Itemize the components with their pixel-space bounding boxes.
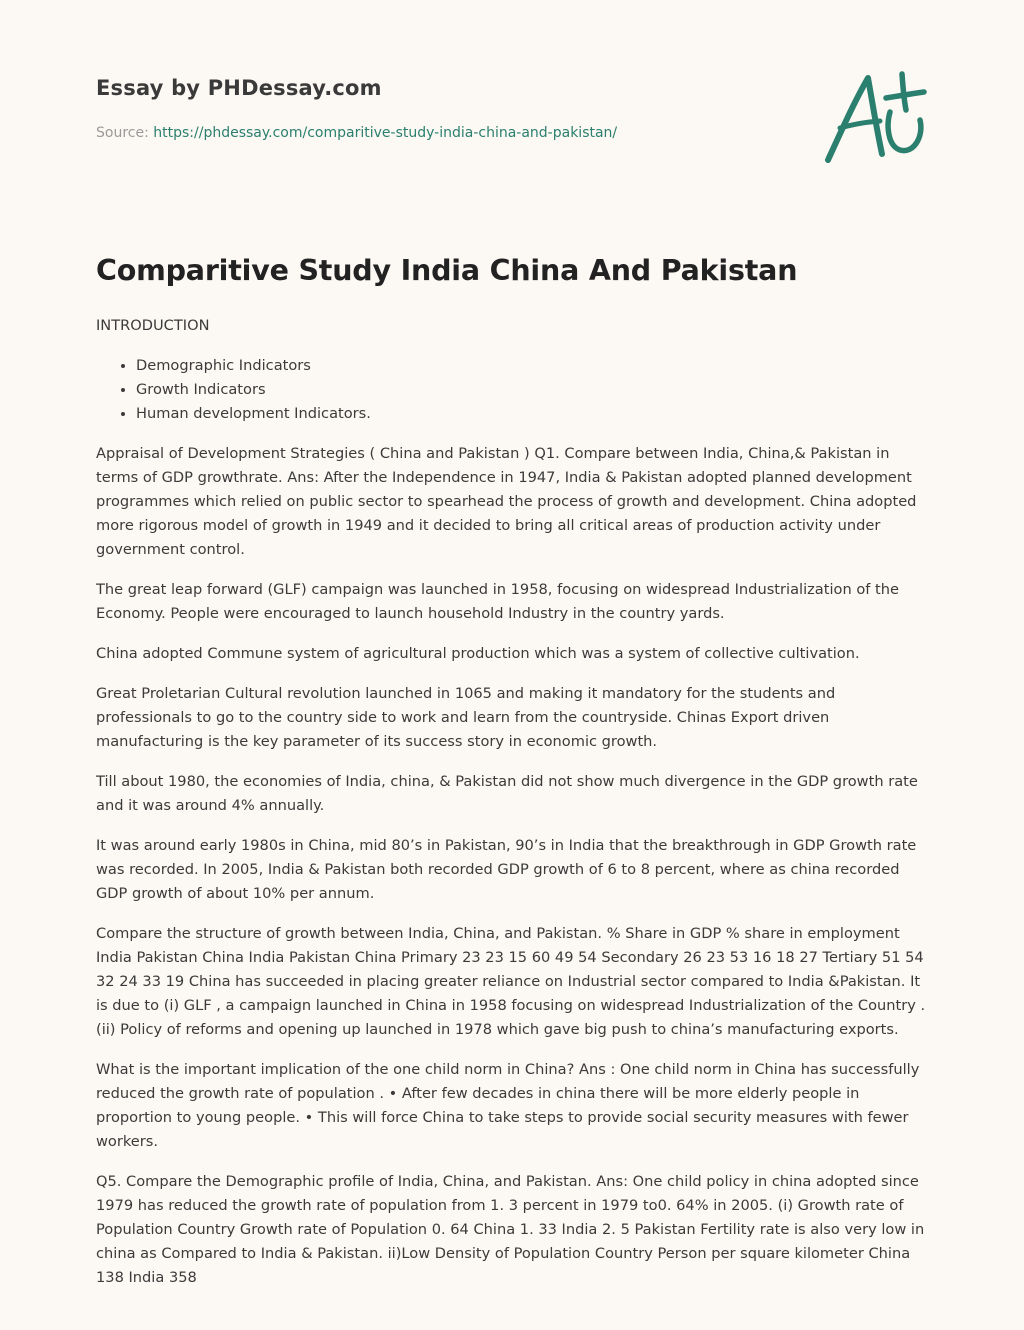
source-link[interactable]: https://phdessay.com/comparitive-study-india-china-and-pakistan/ xyxy=(153,125,618,141)
paragraph: Q5. Compare the Demographic profile of India, China, and Pakistan. Ans: One child policy in china adopted since 1979 has reduced the growth rate of population from 1. 3 percent in 1979 to0. 64% in 2005. (i) Growth rate of Population Country Growth rate of Population 0. 64 China 1. 33 India 2. 5 Pakistan Fertility rate is also very low in china as Compared to India & Pakistan. ii)Low Density of Population Country Person per square kilometer China 138 India 358 xyxy=(96,1173,925,1286)
a-plus-logo-icon xyxy=(820,64,930,168)
list-item: • Demographic Indicators xyxy=(136,354,928,378)
paragraph: What is the important implication of the one child norm in China? Ans : One child norm in China has successfully reduced the growth rate of population . • After few decades in china there will be more elderly people in proportion to young people. • This will force China to take steps to provide social security measures with fewer workers. xyxy=(96,1061,920,1150)
source-label: Source: xyxy=(96,125,149,141)
intro-list xyxy=(96,354,928,426)
paragraph: It was around early 1980s in China, mid 80’s in Pakistan, 90’s in India that the breakthrough in GDP Growth rate was recorded. In 2005, India & Pakistan both recorded GDP growth of 6 to 8 percent, where as china recorded GDP growth of about 10% per annum. xyxy=(96,837,917,902)
list-item: • Human development Indicators. xyxy=(136,402,928,426)
paragraph: Till about 1980, the economies of India, china, & Pakistan did not show much divergence in the GDP growth rate and it was around 4% annually. xyxy=(96,773,918,814)
paragraph: Compare the structure of growth between India, China, and Pakistan. % Share in GDP % share in employment India Pakistan China India Pakistan China Primary 23 23 15 60 49 54 Secondary 26 23 53 16 18 27 Tertiary 51 54 32 24 33 19 China has succeeded in placing greater reliance on Industrial sector compared to India &Pakistan. It is due to (i) GLF , a campaign launched in China in 1958 focusing on widespread Industrialization of the Country . (ii) Policy of reforms and opening up launched in 1978 which gave big push to china’s manufacturing exports. xyxy=(96,925,926,1038)
source-line xyxy=(96,125,617,141)
essay-body xyxy=(96,314,928,1306)
list-item: • Growth Indicators xyxy=(136,378,928,402)
site-title: Essay by PHDessay.com xyxy=(96,76,382,100)
paragraph: China adopted Commune system of agricultural production which was a system of collective cultivation. xyxy=(96,645,860,662)
paragraph: The great leap forward (GLF) campaign was launched in 1958, focusing on widespread Industrialization of the Economy. People were encouraged to launch household Industry in the country yards. xyxy=(96,581,899,622)
essay-title: Comparitive Study India China And Pakistan xyxy=(96,254,798,287)
intro-heading: INTRODUCTION xyxy=(96,317,210,334)
paragraph: Appraisal of Development Strategies ( China and Pakistan ) Q1. Compare between India, China,& Pakistan in terms of GDP growthrate. Ans: After the Independence in 1947, India & Pakistan adopted planned development programmes which relied on public sector to spearhead the process of growth and development. China adopted more rigorous model of growth in 1949 and it decided to bring all critical areas of production activity under government control. xyxy=(96,445,917,558)
paragraph: Great Proletarian Cultural revolution launched in 1065 and making it mandatory for the students and professionals to go to the country side to work and learn from the countryside. Chinas Export driven manufacturing is the key parameter of its success story in economic growth. xyxy=(96,685,836,750)
